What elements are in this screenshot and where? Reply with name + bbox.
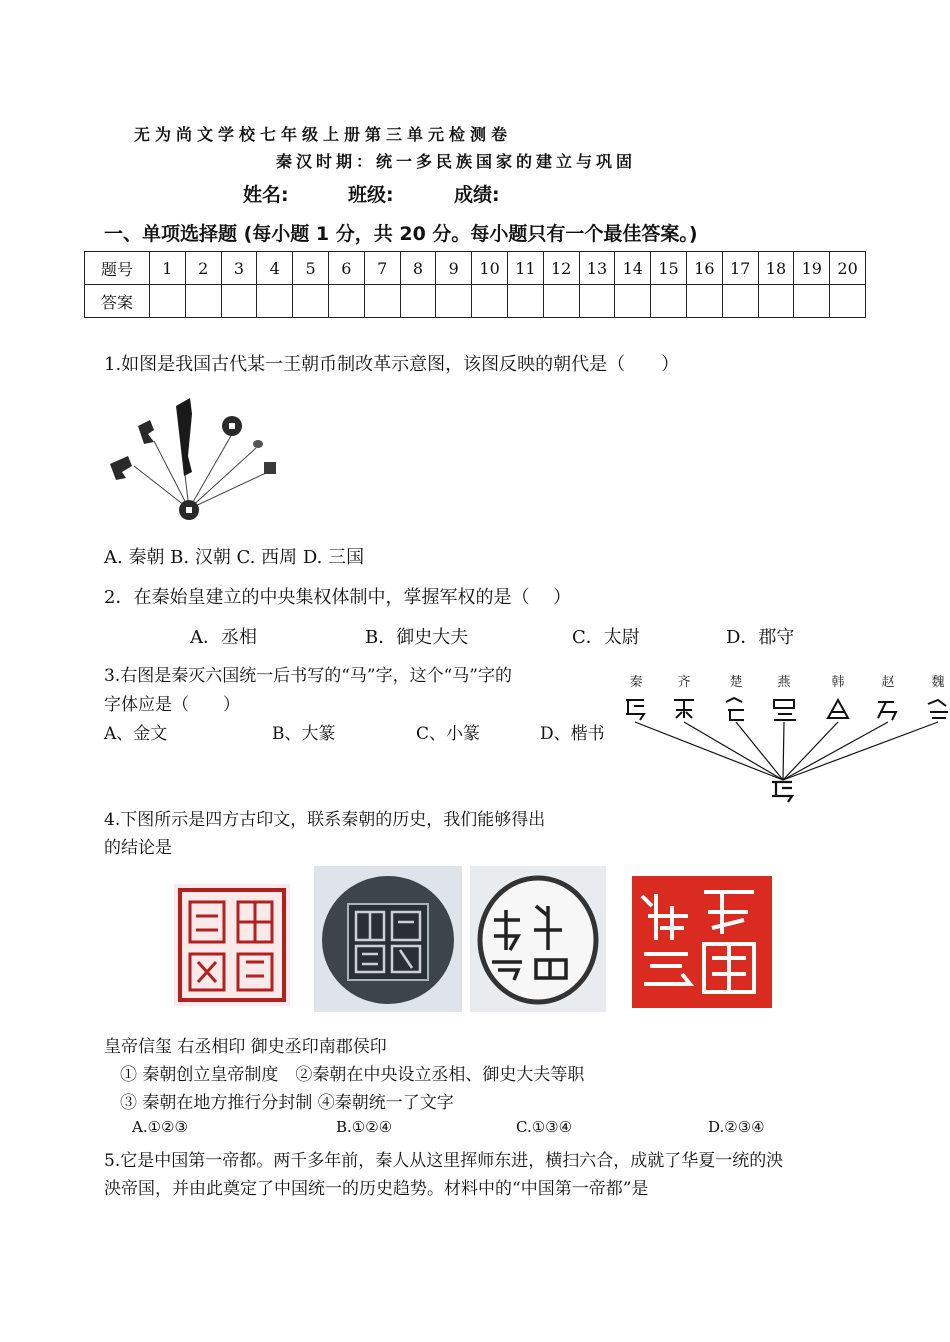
- q4-option-d: D.②③④: [708, 1118, 765, 1136]
- answer-table: [84, 251, 866, 318]
- answer-cell[interactable]: [185, 285, 221, 318]
- question-number-cell: 9: [436, 252, 472, 285]
- question-number-cell: 17: [722, 252, 758, 285]
- state-label: 赵: [881, 675, 895, 690]
- section-heading: 一、单项选择题 (每小题 1 分，共 20 分。每小题只有一个最佳答案。): [104, 223, 698, 245]
- table-row: [85, 252, 866, 285]
- answer-cell[interactable]: [758, 285, 794, 318]
- state-label: 秦: [629, 675, 643, 690]
- q1-stem: 1.如图是我国古代某一王朝币制改革示意图，该图反映的朝代是（ ）: [104, 354, 680, 375]
- horse-character-diagram: [618, 668, 948, 804]
- state-label: 韩: [831, 675, 845, 690]
- question-number-cell: 10: [472, 252, 508, 285]
- glyph-icon: [674, 700, 694, 718]
- variant-glyphs: [626, 698, 948, 720]
- q4-stem-line2: 的结论是: [104, 838, 172, 858]
- q3-stem-line1: 3.右图是秦灭六国统一后书写的“马”字，这个“马”字的: [104, 666, 512, 686]
- knife-coin-icon: [176, 398, 192, 476]
- name-label: 姓名:: [243, 184, 289, 206]
- q4-option-b: B.①②④: [336, 1118, 393, 1136]
- table-row: [85, 285, 866, 318]
- question-number-cell: 5: [293, 252, 329, 285]
- question-number-cell: 4: [257, 252, 293, 285]
- q2-option-c: C．太尉: [572, 627, 640, 648]
- glyph-icon: [928, 700, 948, 718]
- coin-diagram: [104, 396, 284, 526]
- answer-cell[interactable]: [686, 285, 722, 318]
- seal-emperor-icon: [174, 884, 290, 1006]
- question-number-cell: 20: [830, 252, 866, 285]
- question-number-cell: 15: [651, 252, 687, 285]
- answer-cell[interactable]: [150, 285, 186, 318]
- seal-nanjun-marquis-icon: [632, 876, 772, 1008]
- unified-glyph-icon: [772, 782, 792, 802]
- question-number-cell: 12: [543, 252, 579, 285]
- question-number-cell: 6: [328, 252, 364, 285]
- converging-lines: [635, 722, 938, 780]
- answer-cell[interactable]: [472, 285, 508, 318]
- seal-captions: 皇帝信玺 右丞相印 御史丞印南郡侯印: [104, 1037, 387, 1057]
- answer-cell[interactable]: [722, 285, 758, 318]
- answer-cell[interactable]: [615, 285, 651, 318]
- q5-stem-line1: 5.它是中国第一帝都。两千多年前，秦人从这里挥师东进，横扫六合，成就了华夏一统的泱: [104, 1151, 784, 1171]
- converging-lines: [134, 434, 268, 509]
- answer-cell[interactable]: [436, 285, 472, 318]
- glyph-icon: [828, 700, 848, 718]
- glyph-icon: [626, 700, 644, 720]
- q3-stem-line2: 字体应是（ ）: [104, 695, 240, 715]
- q4-stem-line1: 4.下图所示是四方古印文，联系秦朝的历史，我们能够得出: [104, 810, 546, 830]
- state-label: 燕: [777, 675, 791, 690]
- row-label: 答案: [85, 285, 150, 318]
- glyph-icon: [726, 698, 744, 720]
- q4-option-a: A.①②③: [132, 1118, 188, 1136]
- question-number-cell: 2: [185, 252, 221, 285]
- answer-cell[interactable]: [830, 285, 866, 318]
- answer-cell[interactable]: [579, 285, 615, 318]
- score-label: 成绩:: [454, 184, 500, 206]
- row-label: 题号: [85, 252, 150, 285]
- q2-option-a: A．丞相: [190, 627, 257, 648]
- q4-option-c: C.①③④: [516, 1118, 573, 1136]
- q2-option-b: B．御史大夫: [365, 627, 469, 648]
- seal-right-chancellor-icon: [314, 866, 462, 1012]
- question-number-cell: 18: [758, 252, 794, 285]
- q2-option-d: D．郡守: [726, 627, 795, 648]
- answer-cell[interactable]: [794, 285, 830, 318]
- answer-cell[interactable]: [221, 285, 257, 318]
- question-number-cell: 7: [364, 252, 400, 285]
- question-number-cell: 11: [507, 252, 543, 285]
- seal-images: [172, 866, 784, 1012]
- class-label: 班级:: [348, 184, 394, 206]
- glyph-icon: [774, 700, 796, 720]
- q3-option-a: A、金文: [104, 724, 168, 744]
- state-label: 齐: [677, 675, 691, 690]
- answer-cell[interactable]: [543, 285, 579, 318]
- state-label: 楚: [729, 675, 743, 690]
- answer-cell[interactable]: [257, 285, 293, 318]
- q3-option-c: C、小篆: [416, 724, 481, 744]
- spade-coin-icon: [138, 420, 154, 444]
- answer-cell[interactable]: [364, 285, 400, 318]
- answer-cell[interactable]: [328, 285, 364, 318]
- exam-subtitle: 秦汉时期：统一多民族国家的建立与巩固: [276, 152, 637, 171]
- q3-option-d: D、楷书: [540, 724, 605, 744]
- q2-stem: 2．在秦始皇建立的中央集权体制中，掌握军权的是（ ）: [104, 587, 572, 608]
- q4-statement-2: ③ 秦朝在地方推行分封制 ④秦朝统一了文字: [120, 1093, 454, 1113]
- seal-censor-icon: [470, 866, 606, 1012]
- question-number-cell: 16: [686, 252, 722, 285]
- q5-stem-line2: 泱帝国，并由此奠定了中国统一的历史趋势。材料中的“中国第一帝都”是: [104, 1179, 649, 1199]
- q4-statement-1: ① 秦朝创立皇帝制度 ②秦朝在中央设立丞相、御史大夫等职: [120, 1065, 585, 1085]
- gold-coin-icon: [264, 462, 276, 474]
- question-number-cell: 3: [221, 252, 257, 285]
- state-label: 魏: [931, 675, 945, 690]
- question-number-cell: 13: [579, 252, 615, 285]
- exam-title: 无为尚文学校七年级上册第三单元检测卷: [134, 125, 513, 144]
- answer-cell[interactable]: [507, 285, 543, 318]
- q1-options: A. 秦朝 B. 汉朝 C. 西周 D. 三国: [104, 547, 365, 568]
- glyph-icon: [878, 702, 896, 720]
- q3-option-b: B、大篆: [272, 724, 336, 744]
- answer-cell[interactable]: [400, 285, 436, 318]
- ant-nose-coin-icon: [253, 440, 263, 448]
- answer-cell[interactable]: [293, 285, 329, 318]
- answer-cell[interactable]: [651, 285, 687, 318]
- question-number-cell: 14: [615, 252, 651, 285]
- question-number-cell: 1: [150, 252, 186, 285]
- spade-coin-icon: [110, 456, 132, 480]
- question-number-cell: 19: [794, 252, 830, 285]
- question-number-cell: 8: [400, 252, 436, 285]
